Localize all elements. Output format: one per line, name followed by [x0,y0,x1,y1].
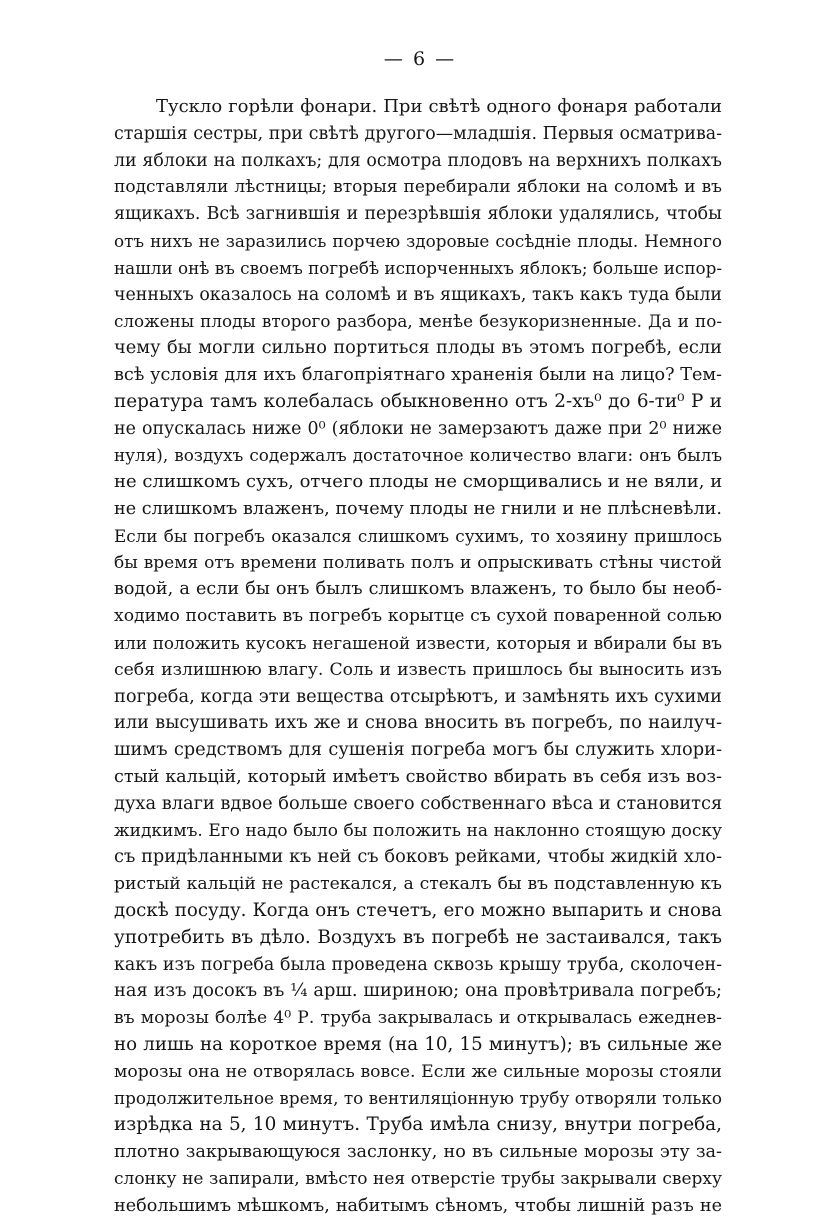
text-line: не слишкомъ сухъ, отчего плоды не сморщивались и не вяли, и [114,471,723,493]
text-line: въ морозы болѣе 4⁰ Р. труба закрывалась и открывалась ежеднев- [114,1008,722,1029]
text-line: старшія сестры, при свѣтѣ другого—младшія. Первыя осматрива- [114,123,722,144]
text-line: пература тамъ колебалась обыкновенно отъ 2-хъ⁰ до 6-ти⁰ Р и [114,390,722,412]
text-line: не слишкомъ влаженъ, почему плоды не гнили и не плѣсневѣли. [114,498,722,519]
text-line: слонку не запирали, вмѣсто нея отверстіе трубы закрывали сверху [114,1168,722,1189]
text-line: чему бы могли сильно портиться плоды въ этомъ погребѣ, если [114,337,722,359]
text-line: плотно закрывающуюся заслонку, но въ сильные морозы эту за- [114,1142,722,1163]
text-line: нашли онѣ въ своемъ погребѣ испорченныхъ яблокъ; больше испор- [114,257,723,278]
text-line: продолжительное время, то вентиляціонную трубу отворяли только [114,1088,722,1109]
text-line: съ придѣланными къ ней съ боковъ рейками, чтобы жидкій хло- [114,846,722,868]
text-line: ристый кальцій не растекался, а стекалъ бы въ подставленную къ [114,874,722,895]
text-line: Если бы погребъ оказался слишкомъ сухимъ, то хозяину пришлось [114,525,722,546]
text-line: ящикахъ. Всѣ загнившія и перезрѣвшія яблоки удалялись, чтобы [114,204,722,225]
text-line: какъ изъ погреба была проведена сквозь крышу труба, сколочен- [114,954,722,975]
text-line: шимъ средствомъ для сушенія погреба могъ бы служить хлори- [114,739,722,761]
text-line: употребить въ дѣло. Воздухъ въ погребѣ не застаивался, такъ [114,926,722,948]
text-line: бы время отъ времени поливать полъ и опрыскивать стѣны чистой [114,552,722,573]
text-line: водой, а если бы онъ былъ слишкомъ влаженъ, то было бы необ- [114,579,722,600]
text-line: но лишь на короткое время (на 10, 15 минутъ); въ сильные же [114,1033,722,1055]
text-line: ченныхъ оказалось на соломѣ и въ ящикахъ, такъ какъ туда были [114,284,722,305]
text-line: ходимо поставить въ погребъ корытце съ сухой поваренной солью [114,606,722,627]
text-line: Тускло горѣли фонари. При свѣтѣ одного фонаря работали [156,96,722,117]
text-line: или положить кусокъ негашеной извести, которыя и вбирали бы въ [114,632,722,653]
text-line: духа влаги вдвое больше своего собственнаго вѣса и становится [114,792,723,814]
body-paragraph [114,94,722,1219]
text-line: подставляли лѣстницы; вторыя перебирали яблоки на соломѣ и въ [114,177,722,198]
text-line: сложены плоды второго разбора, менѣе безукоризненные. Да и по- [114,311,722,332]
text-line: доскѣ посуду. Когда онъ стечетъ, его можно выпарить и снова [114,899,722,921]
text-line: не опускалась ниже 0⁰ (яблоки не замерзаютъ даже при 2⁰ ниже [114,418,722,439]
page-number: — 6 — [383,48,457,70]
text-line: морозы она не отворялась вовсе. Если же сильные морозы стояли [114,1061,722,1082]
text-line: изрѣдка на 5, 10 минутъ. Труба имѣла снизу, внутри погреба, [114,1114,722,1136]
text-line: ли яблоки на полкахъ; для осмотра плодовъ на верхнихъ полкахъ [114,150,722,171]
text-line: всѣ условія для ихъ благопріятнаго храненія были на лицо? Тем- [114,364,722,385]
text-line: стый кальцій, который имѣетъ свойство вбирать въ себя изъ воз- [114,766,722,787]
text-line: ная изъ досокъ въ ¹⁄₄ арш. шириною; она провѣтривала погребъ; [114,980,722,1002]
text-line: жидкимъ. Его надо было бы положить на наклонно стоящую доску [114,820,722,841]
text-line: погреба, когда эти вещества отсырѣютъ, и замѣнять ихъ сухими [114,685,722,707]
text-line: небольшимъ мѣшкомъ, набитымъ сѣномъ, чтобы лишній разъ не [114,1195,722,1216]
text-line: отъ нихъ не заразились порчею здоровые сосѣдніе плоды. Немного [114,230,722,251]
text-line: или высушивать ихъ же и снова вносить въ погребъ, по наилуч- [114,712,722,734]
text-line: нуля), воздухъ содержалъ достаточное количество влаги: онъ былъ [114,445,722,466]
text-line: себя излишнюю влагу. Соль и известь пришлось бы выносить изъ [114,659,722,680]
